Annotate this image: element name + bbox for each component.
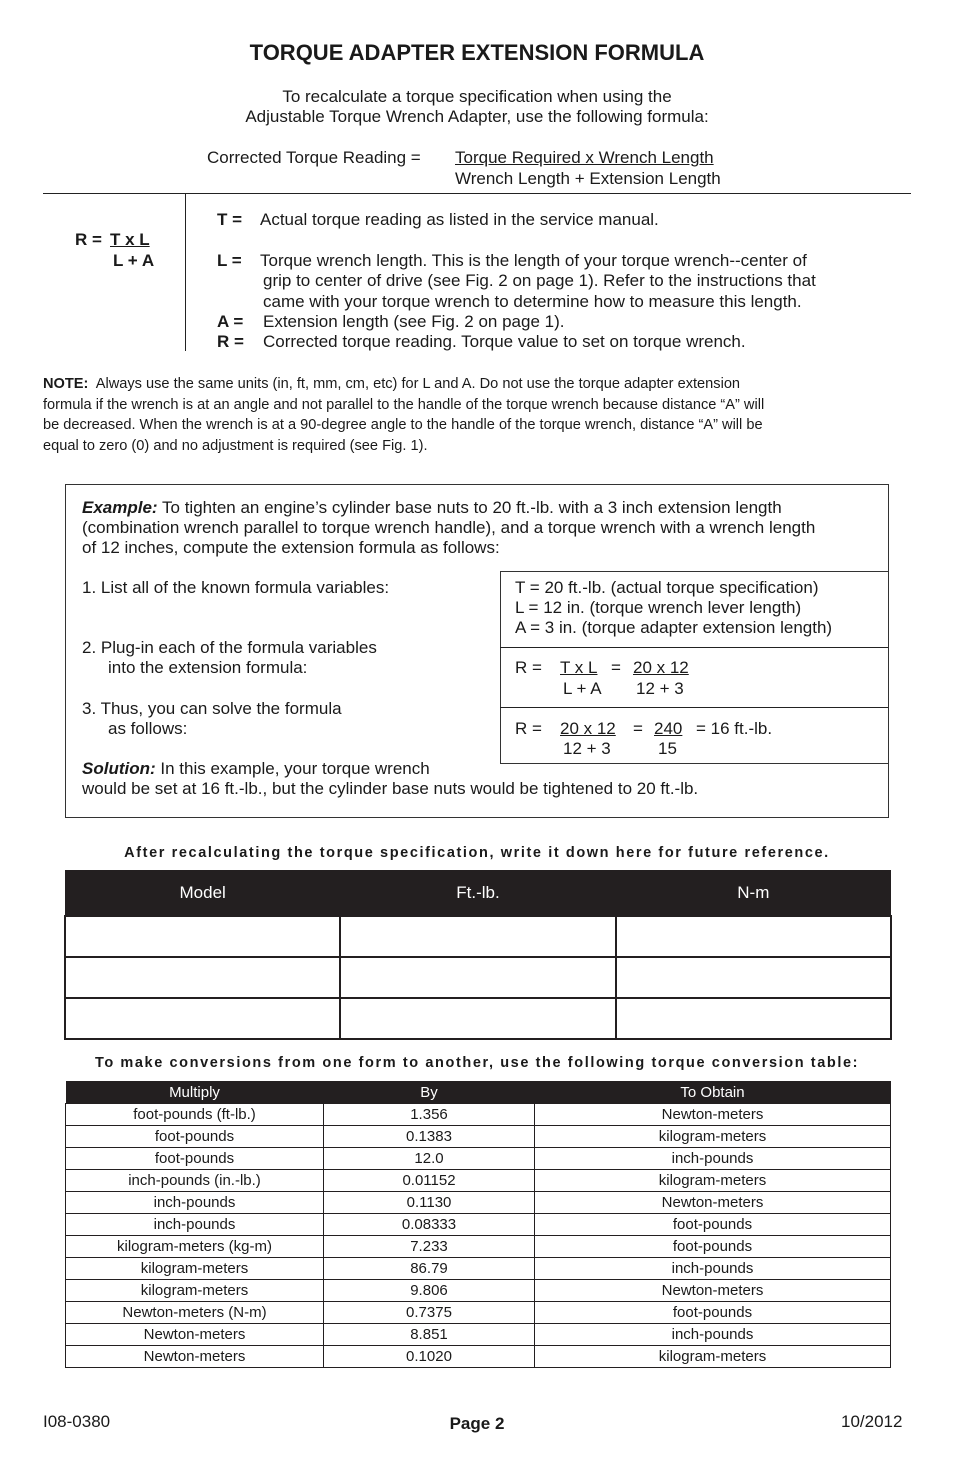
vars-line-1: T = 20 ft.-lb. (actual torque specification) (515, 578, 819, 597)
record-cell[interactable] (65, 998, 340, 1039)
vertical-divider (185, 193, 186, 351)
multiply-cell: inch-pounds (in.-lb.) (66, 1170, 324, 1192)
intro-line-1: To recalculate a torque specification when using the (282, 87, 672, 106)
table-row (66, 1214, 891, 1236)
record-caption: After recalculating the torque specification, write it down here for future reference. (124, 845, 830, 861)
multiply-cell: kilogram-meters (66, 1280, 324, 1302)
table-row (66, 1302, 891, 1324)
note-line-2: formula if the wrench is at an angle and not parallel to the handle of the torque wrench because distance “A” will (43, 397, 765, 413)
by-cell: 86.79 (324, 1258, 535, 1280)
plug-denominator-1: L + A (563, 679, 602, 698)
note-line-4: equal to zero (0) and no adjustment is required (see Fig. 1). (43, 438, 428, 454)
step-2-line-2: into the extension formula: (108, 658, 308, 677)
plug-r: R = (515, 658, 542, 677)
table-row (66, 1104, 891, 1126)
plug-denominator-2: 12 + 3 (636, 679, 684, 698)
obtain-cell: kilogram-meters (535, 1346, 891, 1368)
multiply-cell: kilogram-meters (66, 1258, 324, 1280)
conversion-header-obtain: To Obtain (535, 1081, 891, 1104)
solve-equals-1: = (633, 719, 643, 738)
multiply-cell: inch-pounds (66, 1214, 324, 1236)
by-cell: 8.851 (324, 1324, 535, 1346)
record-cell[interactable] (340, 916, 615, 957)
by-cell: 0.7375 (324, 1302, 535, 1324)
multiply-cell: foot-pounds (66, 1148, 324, 1170)
example-line-1 (82, 498, 782, 518)
def-a-text: Extension length (see Fig. 2 on page 1). (263, 312, 565, 331)
table-row (66, 1192, 891, 1214)
solve-result: = 16 ft.-lb. (696, 719, 773, 738)
solve-r: R = (515, 719, 542, 738)
step-3-line-1: 3. Thus, you can solve the formula (82, 699, 342, 718)
multiply-cell: foot-pounds (66, 1126, 324, 1148)
multiply-cell: Newton-meters (66, 1346, 324, 1368)
record-table (64, 870, 892, 1040)
obtain-cell: Newton-meters (535, 1192, 891, 1214)
formula-denominator: Wrench Length + Extension Length (455, 169, 721, 188)
obtain-cell: kilogram-meters (535, 1126, 891, 1148)
def-t-text: Actual torque reading as listed in the service manual. (260, 210, 659, 229)
table-row (66, 1126, 891, 1148)
step-1: 1. List all of the known formula variables: (82, 578, 390, 597)
table-row (66, 1148, 891, 1170)
record-cell[interactable] (340, 957, 615, 998)
solve-denominator-1: 12 + 3 (563, 739, 611, 758)
record-cell[interactable] (65, 916, 340, 957)
by-cell: 12.0 (324, 1148, 535, 1170)
note-line-1 (43, 374, 893, 395)
multiply-cell: inch-pounds (66, 1192, 324, 1214)
formula-numerator: Torque Required x Wrench Length (455, 148, 714, 167)
record-cell[interactable] (616, 957, 891, 998)
def-l-line3: came with your torque wrench to determine how to measure this length. (263, 292, 802, 311)
record-row (65, 998, 891, 1039)
by-cell: 1.356 (324, 1104, 535, 1126)
conversion-header-multiply: Multiply (66, 1081, 324, 1104)
by-cell: 0.08333 (324, 1214, 535, 1236)
example-line-3: of 12 inches, compute the extension formula as follows: (82, 538, 500, 557)
formula-lhs: Corrected Torque Reading = (207, 148, 421, 167)
obtain-cell: foot-pounds (535, 1302, 891, 1324)
obtain-cell: inch-pounds (535, 1324, 891, 1346)
def-a-key: A = (217, 312, 244, 331)
vars-line-2: L = 12 in. (torque wrench lever length) (515, 598, 802, 617)
vars-line-3: A = 3 in. (torque adapter extension length) (515, 618, 833, 637)
note-label: NOTE: (43, 376, 89, 392)
short-formula-numerator: T x L (110, 230, 150, 249)
obtain-cell: Newton-meters (535, 1280, 891, 1302)
obtain-cell: inch-pounds (535, 1148, 891, 1170)
solution-line-2: would be set at 16 ft.-lb., but the cylinder base nuts would be tightened to 20 ft.-lb. (82, 779, 699, 798)
record-cell[interactable] (616, 916, 891, 957)
record-row (65, 916, 891, 957)
short-formula-prefix: R = (75, 230, 102, 249)
short-formula-denominator: L + A (113, 251, 155, 270)
example-label: Example: (82, 498, 158, 517)
by-cell: 0.1130 (324, 1192, 535, 1214)
page-number: Page 2 (449, 1414, 505, 1433)
doc-id: I08-0380 (43, 1412, 111, 1431)
table-row (66, 1280, 891, 1302)
plug-numerator-2: 20 x 12 (633, 658, 689, 677)
step-2-line-1: 2. Plug-in each of the formula variables (82, 638, 377, 657)
note-text-1: Always use the same units (in, ft, mm, cm, etc) for L and A. Do not use the torque adapter extension (95, 376, 741, 392)
record-cell[interactable] (65, 957, 340, 998)
table-row (66, 1346, 891, 1368)
solution-text-1: In this example, your torque wrench (160, 759, 430, 778)
def-r-key: R = (217, 332, 244, 351)
table-row (66, 1324, 891, 1346)
conversion-table (65, 1081, 891, 1368)
by-cell: 0.01152 (324, 1170, 535, 1192)
def-r-text: Corrected torque reading. Torque value to set on torque wrench. (263, 332, 746, 351)
solve-numerator-2: 240 (654, 719, 683, 738)
multiply-cell: kilogram-meters (kg-m) (66, 1236, 324, 1258)
step-3-line-2: as follows: (108, 719, 188, 738)
record-header-ftlb: Ft.-lb. (340, 870, 615, 916)
multiply-cell: foot-pounds (ft-lb.) (66, 1104, 324, 1126)
record-cell[interactable] (616, 998, 891, 1039)
table-row (66, 1236, 891, 1258)
solve-numerator-1: 20 x 12 (560, 719, 616, 738)
table-row (66, 1258, 891, 1280)
conversion-caption: To make conversions from one form to another, use the following torque conversion table: (94, 1055, 860, 1071)
by-cell: 7.233 (324, 1236, 535, 1258)
table-row (66, 1170, 891, 1192)
by-cell: 0.1383 (324, 1126, 535, 1148)
calc-divider-2 (500, 707, 888, 708)
record-header-model: Model (65, 870, 340, 916)
solve-denominator-2: 15 (658, 739, 677, 758)
plug-numerator-1: T x L (560, 658, 598, 677)
note-line-3: be decreased. When the wrench is at a 90-degree angle to the handle of the torque wrench, distance “A” will be (43, 417, 763, 433)
def-t-key: T = (217, 210, 243, 229)
obtain-cell: foot-pounds (535, 1214, 891, 1236)
by-cell: 9.806 (324, 1280, 535, 1302)
obtain-cell: Newton-meters (535, 1104, 891, 1126)
example-text-1: To tighten an engine’s cylinder base nuts to 20 ft.-lb. with a 3 inch extension length (162, 498, 782, 517)
intro-line-2: Adjustable Torque Wrench Adapter, use the following formula: (245, 107, 709, 126)
record-cell[interactable] (340, 998, 615, 1039)
def-l-line1: Torque wrench length. This is the length of your torque wrench--center of (260, 251, 807, 270)
def-l-line2: grip to center of drive (see Fig. 2 on page 1). Refer to the instructions that (263, 271, 816, 290)
multiply-cell: Newton-meters (N-m) (66, 1302, 324, 1324)
solution-line-1 (82, 759, 430, 779)
def-l-key: L = (217, 251, 242, 270)
calc-divider-1 (500, 647, 888, 648)
example-line-2: (combination wrench parallel to torque wrench handle), and a torque wrench with a wrench length (82, 518, 816, 537)
doc-date: 10/2012 (841, 1412, 903, 1431)
divider-line (43, 193, 911, 194)
multiply-cell: Newton-meters (66, 1324, 324, 1346)
conversion-header-by: By (324, 1081, 535, 1104)
page-title: TORQUE ADAPTER EXTENSION FORMULA (249, 40, 705, 65)
solution-label: Solution: (82, 759, 156, 778)
by-cell: 0.1020 (324, 1346, 535, 1368)
record-header-nm: N-m (616, 870, 891, 916)
obtain-cell: kilogram-meters (535, 1170, 891, 1192)
plug-equals: = (611, 658, 621, 677)
obtain-cell: inch-pounds (535, 1258, 891, 1280)
obtain-cell: foot-pounds (535, 1236, 891, 1258)
record-row (65, 957, 891, 998)
